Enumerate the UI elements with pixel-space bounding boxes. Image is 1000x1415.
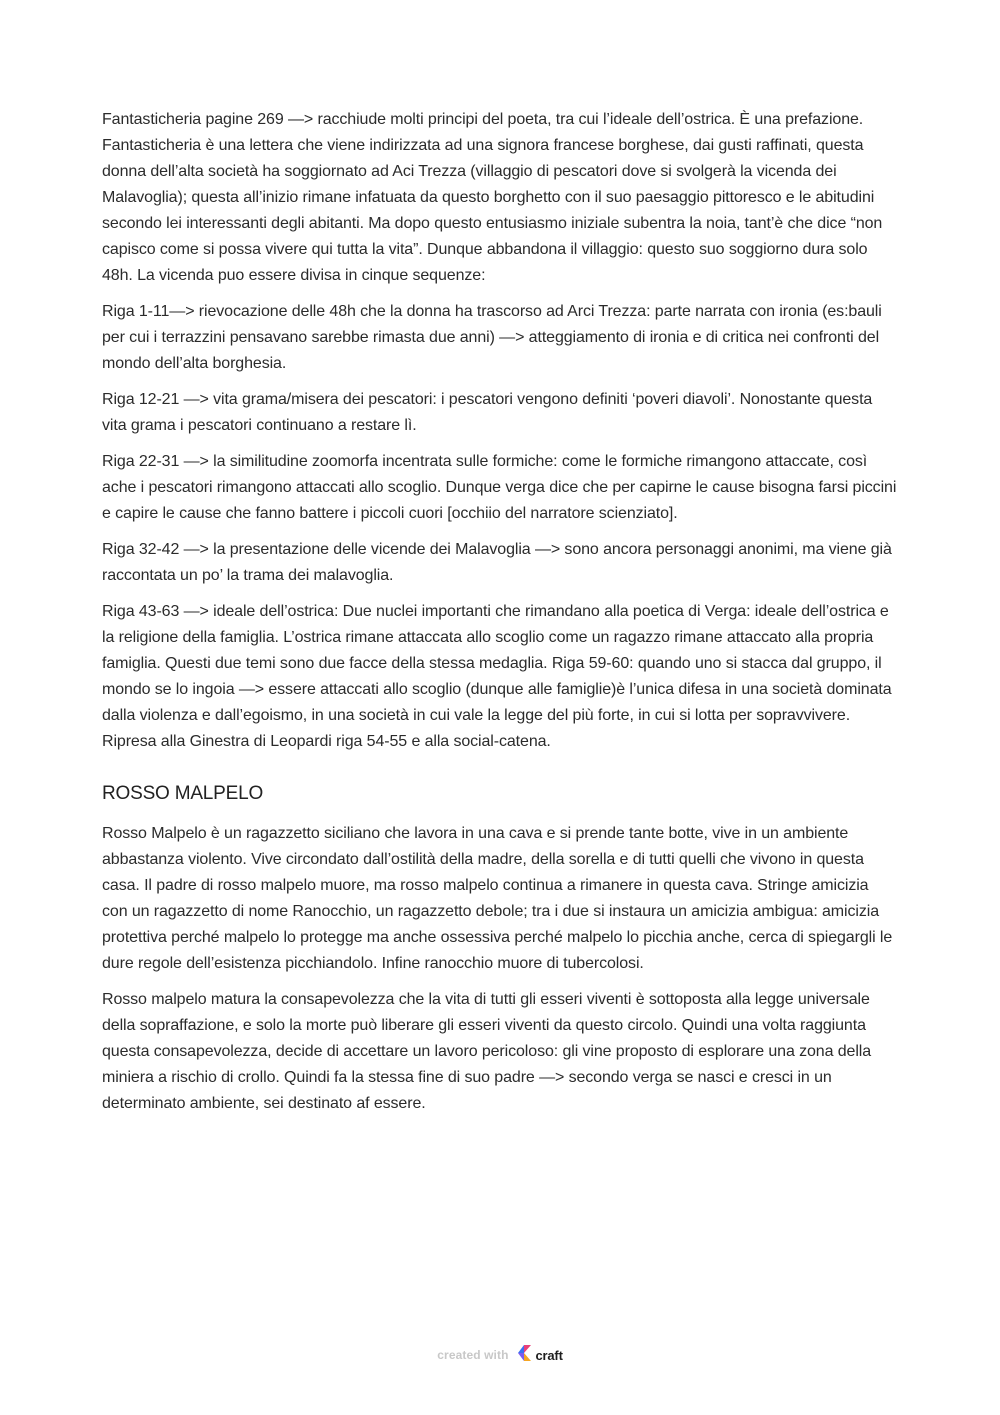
footer-created-with-text: created with bbox=[437, 1348, 509, 1362]
paragraph-intro: Fantasticheria pagine 269 —> racchiude molti principi del poeta, tra cui l’ideale dell’ostrica. È una prefazione. Fantasticheria è una lettera che viene indirizzata ad una signora francese borghese, dai gusti raffinati, questa donna dell’alta società ha soggiornato ad Aci Trezza (villaggio di pescatori dove si svolgerà la vicenda dei Malavoglia); questa all’inizio rimane infatuata da questo borghetto con il suo paesaggio pittoresco e le abitudini secondo lei interessanti degli abitanti. Ma dopo questo entusiasmo iniziale subentra la noia, tant’è che dice “non capisco come si possa vivere qui tutta la vita”. Dunque abbandona il villaggio: questo suo soggiorno dura solo 48h. La vicenda puo essere divisa in cinque sequenze: bbox=[102, 111, 883, 284]
paragraph-malpelo-1: Rosso Malpelo è un ragazzetto siciliano che lavora in una cava e si prende tante botte, vive in un ambiente abbastanza violento. Vive circondato dall’ostilità della madre, della sorella e di tutti quelli che vivono in questa casa. Il padre di rosso malpelo muore, ma rosso malpelo continua a rimanere in questa cava. Stringe amicizia con un ragazzetto di nome Ranocchio, un ragazzetto debole; tra i due si instaura un amicizia ambigua: amicizia protettiva perché malpelo lo protegge ma anche ossessiva perché malpelo lo picchia anche, cerca di spiegargli le dure regole dell’esistenza picchiandolo. Infine ranocchio muore di tubercolosi. bbox=[102, 825, 893, 972]
paragraph-malpelo-2: Rosso malpelo matura la consapevolezza che la vita di tutti gli esseri viventi è sottoposta alla legge universale della sopraffazione, e solo la morte può liberare gli esseri viventi da questo circolo. Quindi una volta raggiunta questa consapevolezza, decide di accettare un lavoro pericoloso: gli vine proposto di esplorare una zona della miniera a rischio di crollo. Quindi fa la stessa fine di suo padre —> secondo verga se nasci e cresci in un determinato ambiente, sei destinato af essere. bbox=[102, 991, 872, 1112]
footer-created-with-craft[interactable] bbox=[0, 1343, 1000, 1367]
document-body bbox=[102, 107, 898, 1127]
craft-brand-name: craft bbox=[535, 1347, 563, 1363]
section-heading: ROSSO MALPELO bbox=[102, 783, 264, 804]
craft-logo-icon bbox=[515, 1344, 533, 1367]
paragraph-riga-12-21: Riga 12-21 —> vita grama/misera dei pescatori: i pescatori vengono definiti ‘poveri diavoli’. Nonostante questa vita grama i pescatori continuano a restare lì. bbox=[102, 391, 873, 434]
paragraph-riga-32-42: Riga 32-42 —> la presentazione delle vicende dei Malavoglia —> sono ancora personaggi anonimi, ma viene già raccontata un po’ la trama dei malavoglia. bbox=[102, 541, 892, 584]
craft-logo[interactable] bbox=[515, 1344, 563, 1367]
paragraph-riga-43-63: Riga 43-63 —> ideale dell’ostrica: Due nuclei importanti che rimandano alla poetica di Verga: ideale dell’ostrica e la religione della famiglia. L’ostrica rimane attaccata allo scoglio come un ragazzo rimane attaccato alla propria famiglia. Questi due temi sono due facce della stessa medaglia. Riga 59-60: quando uno si stacca dal gruppo, il mondo se lo ingoia —> essere attaccati allo scoglio (dunque alle famiglie)è l’unica difesa in una società dominata dalla violenza e dall’egoismo, in una società in cui vale la legge del più forte, in cui si lotta per sopravvivere. Ripresa alla Ginestra di Leopardi riga 54-55 e alla social-catena. bbox=[102, 603, 892, 750]
paragraph-riga-1-11: Riga 1-11—> rievocazione delle 48h che la donna ha trascorso ad Arci Trezza: parte narrata con ironia (es:bauli per cui i terrazzini pensavano sarebbe rimasta due anni) —> atteggiamento di ironia e di critica nei confronti del mondo dell’alta borghesia. bbox=[102, 303, 882, 372]
paragraph-riga-22-31: Riga 22-31 —> la similitudine zoomorfa incentrata sulle formiche: come le formiche rimangono attaccate, così ache i pescatori rimangono attaccati allo scoglio. Dunque verga dice che per capirne le cause bisogna farsi piccini e capire le cause che fanno battere i piccoli cuori [occhiio del narratore scienziato]. bbox=[102, 453, 897, 522]
